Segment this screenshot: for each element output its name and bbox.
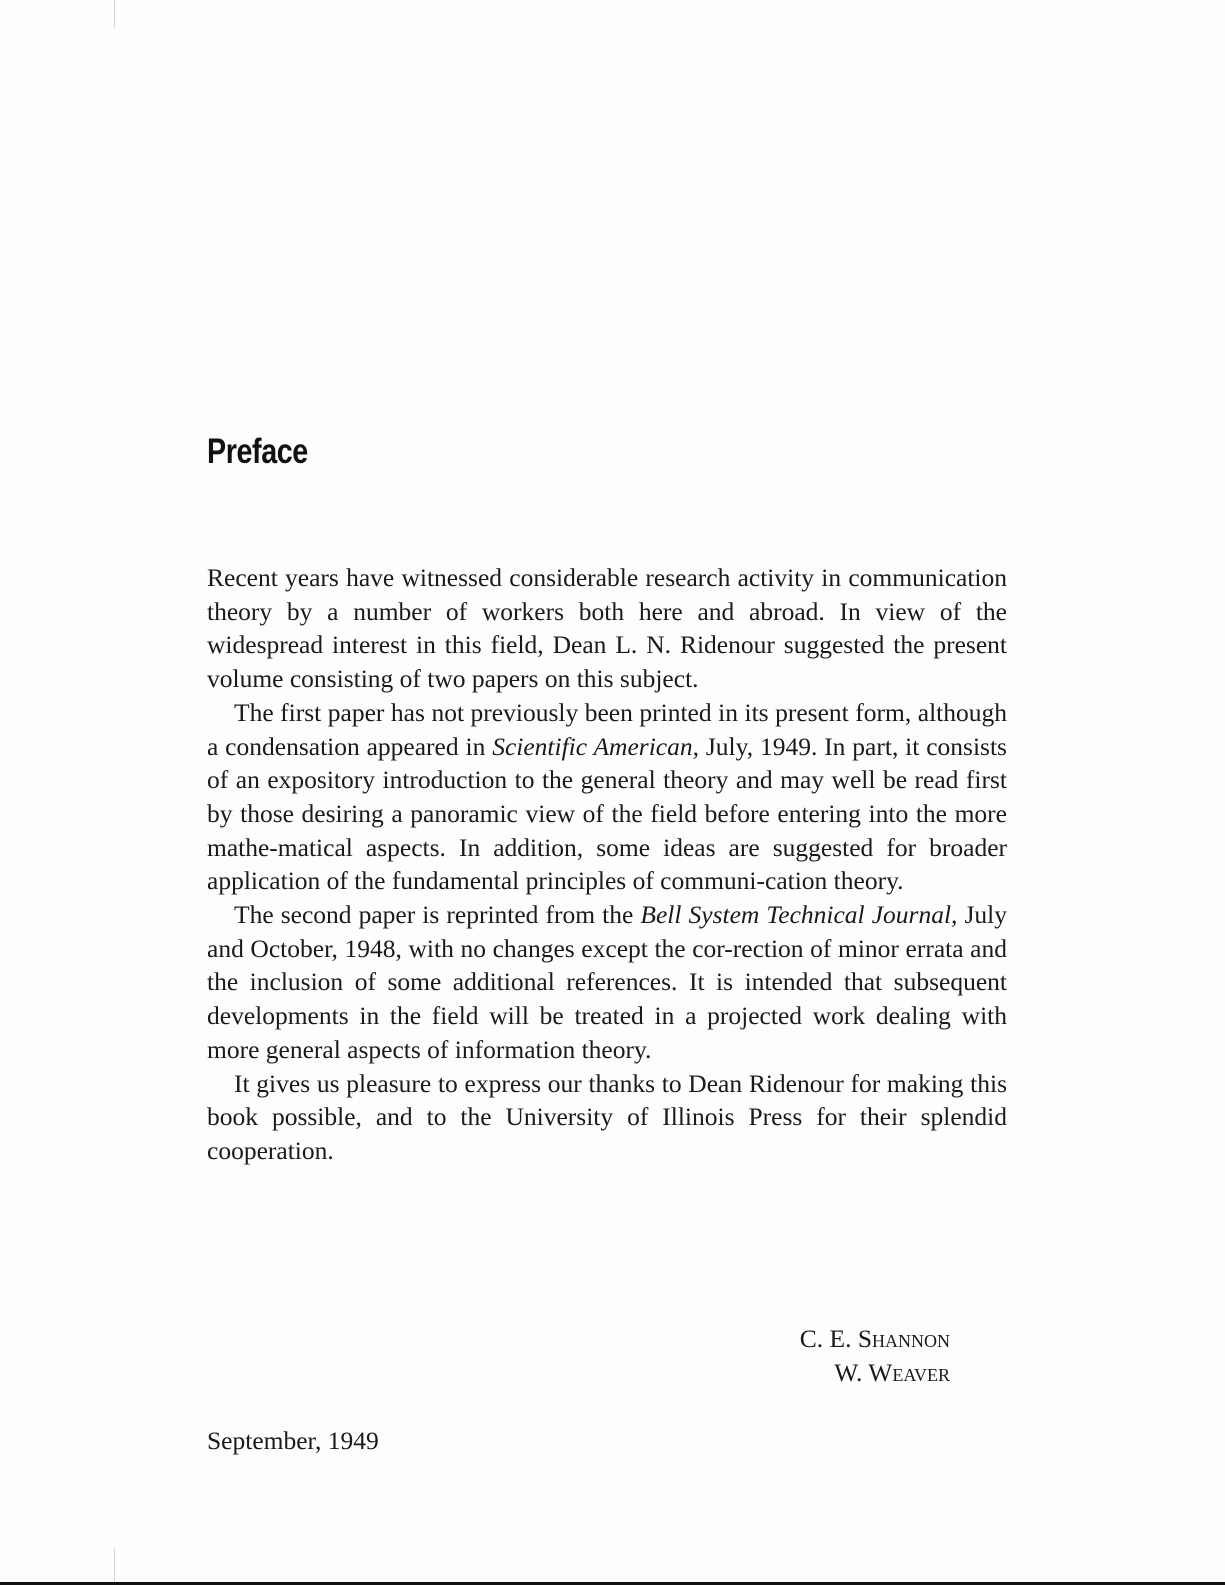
preface-date: September, 1949: [207, 1426, 379, 1455]
publication-title-scientific-american: Scientific American,: [492, 731, 699, 761]
paragraph-2: [207, 696, 1007, 898]
paragraph-1-text: Recent years have witnessed considerable research activity in communication theory by a number of workers both here and abroad. In view of the widespread interest in this field, Dean L. N. Ridenour suggested the present volume consisting of two papers on this subject.: [207, 563, 1007, 694]
paragraph-2-text-a: The first paper has not previously been printed in its present form, although a condensation appeared in: [207, 697, 1007, 761]
scan-edge-line-bottom: [114, 1548, 115, 1585]
paragraph-2-text-b: July, 1949. In part, it consists of an expository introduction to the general theory and may well be read first by those desiring a panoramic view of the field before entering into the more mathe-matical aspects. In addition, some ideas are suggested for broader application of the fundamental principles of communi-cation theory.: [207, 731, 1007, 896]
paragraph-1: [207, 561, 1007, 696]
author-signatures: [700, 1322, 950, 1390]
preface-body: [207, 561, 1007, 1168]
paragraph-3: [207, 898, 1007, 1067]
signature-weaver: W. Weaver: [834, 1358, 950, 1387]
paragraph-4: [207, 1067, 1007, 1168]
paragraph-3-text-b: July and October, 1948, with no changes except the cor-rection of minor errata and the inclusion of some additional references. It is intended that subsequent developments in the field will be treated in a projected work dealing with more general aspects of information theory.: [207, 900, 1008, 1064]
paragraph-3-text-a: The second paper is reprinted from the: [234, 900, 641, 930]
signature-shannon: C. E. Shannon: [799, 1324, 950, 1353]
paragraph-4-text: It gives us pleasure to express our thanks to Dean Ridenour for making this book possible, and to the University of Illinois Press for their splendid cooperation.: [207, 1068, 1007, 1165]
scan-edge-line-top: [114, 0, 115, 28]
page-title: Preface: [207, 432, 308, 471]
publication-title-bell-system-journal: Bell System Technical Journal,: [640, 900, 958, 930]
